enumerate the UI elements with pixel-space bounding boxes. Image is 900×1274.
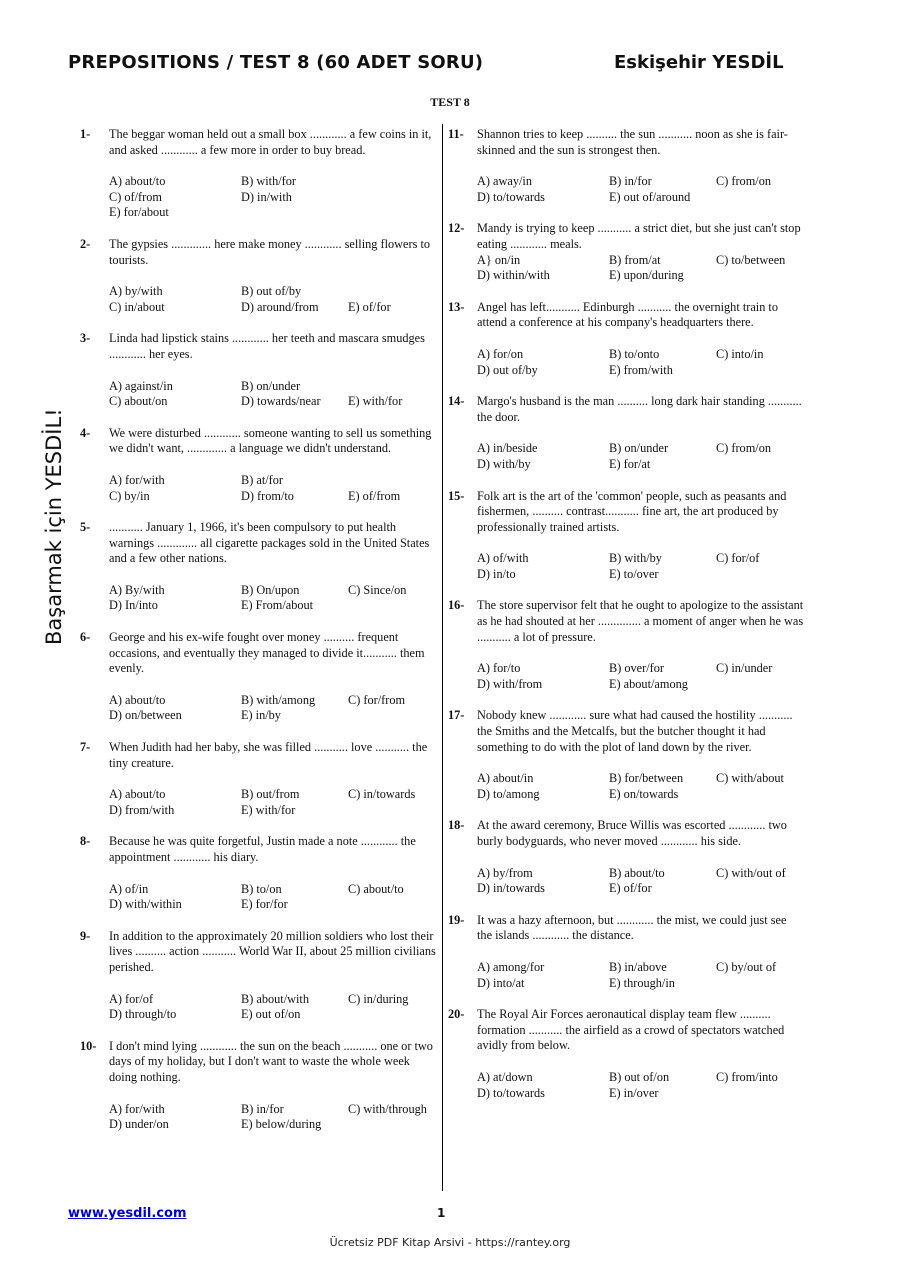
answer-option[interactable]: A) about/to xyxy=(109,787,166,802)
answer-option[interactable]: D) through/to xyxy=(109,1007,177,1022)
question-2 xyxy=(80,237,436,315)
answer-option[interactable]: D) to/towards xyxy=(477,1085,545,1100)
question-17 xyxy=(448,708,804,802)
question-12 xyxy=(448,221,804,283)
answer-option[interactable]: A) about/to xyxy=(109,692,166,707)
answer-option[interactable]: D) in/with xyxy=(241,189,292,204)
question-text: It was a hazy afternoon, but ............ the mist, we could just see the islands ............ the distance. xyxy=(477,912,787,943)
question-number: 16- xyxy=(448,598,465,613)
answer-option[interactable]: B) about/with xyxy=(241,991,309,1006)
answer-option[interactable]: D) with/by xyxy=(477,456,531,471)
question-number: 13- xyxy=(448,299,465,314)
answer-option[interactable]: C) with/through xyxy=(348,1101,427,1116)
answer-option[interactable]: E) for/about xyxy=(109,205,169,220)
answer-options xyxy=(477,661,804,692)
answer-option xyxy=(348,284,436,300)
answer-option xyxy=(716,677,804,693)
answer-option[interactable]: C) Since/on xyxy=(348,582,407,597)
answer-option[interactable]: C) by/in xyxy=(109,488,150,503)
answer-option[interactable]: B) in/for xyxy=(241,1101,284,1116)
brand-name: Eskişehir YESDİL xyxy=(614,52,784,73)
answer-options xyxy=(477,960,804,991)
answer-option[interactable]: B) about/to xyxy=(609,865,665,880)
answer-option[interactable]: E) in/by xyxy=(241,708,281,723)
answer-option[interactable]: A) for/to xyxy=(477,661,521,676)
answer-option[interactable]: D) to/towards xyxy=(477,189,545,204)
question-number: 10- xyxy=(80,1038,97,1053)
answer-option[interactable]: D) In/into xyxy=(109,598,158,613)
question-number: 12- xyxy=(448,221,465,236)
answer-option[interactable]: D) with/from xyxy=(477,676,543,691)
page-title: PREPOSITIONS / TEST 8 (60 ADET SORU) xyxy=(68,52,484,73)
answer-options xyxy=(477,347,804,378)
question-text: The beggar woman held out a small box ............ a few coins in it, and asked ............ a few more in order to buy bread. xyxy=(109,127,432,157)
answer-options xyxy=(109,284,436,315)
question-number: 14- xyxy=(448,394,465,409)
answer-option xyxy=(716,457,804,473)
question-number: 20- xyxy=(448,1007,465,1022)
question-text: In addition to the approximately 20 million soldiers who lost their lives .......... action ........... World War II, about 25 million civilians perished. xyxy=(109,928,436,974)
answer-option[interactable]: B) at/for xyxy=(241,472,284,487)
answer-option[interactable]: E) for/at xyxy=(609,456,651,471)
answer-option[interactable]: A) By/with xyxy=(109,582,165,597)
question-text: Folk art is the art of the 'common' people, such as peasants and fishermen, .......... contrast........... fine art, the art produced by professionally trained artists. xyxy=(477,488,787,534)
answer-option[interactable]: E) below/during xyxy=(241,1117,322,1132)
question-7 xyxy=(80,740,436,818)
answer-option[interactable]: A) at/down xyxy=(477,1069,533,1084)
answer-option[interactable]: D) within/with xyxy=(477,268,550,283)
answer-option[interactable]: C) for/of xyxy=(716,551,760,566)
question-9 xyxy=(80,929,436,1023)
answer-option[interactable]: D) under/on xyxy=(109,1117,169,1132)
question-15 xyxy=(448,489,804,583)
question-text: Linda had lipstick stains ............ her teeth and mascara smudges ............ her eyes. xyxy=(109,331,425,361)
answer-option[interactable]: D) towards/near xyxy=(241,394,321,409)
answer-option[interactable]: A) for/with xyxy=(109,472,165,487)
question-19 xyxy=(448,913,804,991)
answer-option[interactable]: D) from/with xyxy=(109,802,175,817)
answer-option[interactable]: C) in/under xyxy=(716,661,773,676)
answer-option[interactable]: E) From/about xyxy=(241,598,314,613)
answer-option[interactable]: B) on/under xyxy=(241,378,301,393)
answer-option xyxy=(348,190,436,206)
question-number: 17- xyxy=(448,708,465,723)
answer-option[interactable]: E) to/over xyxy=(609,566,659,581)
answer-option[interactable]: B) out of/on xyxy=(609,1069,670,1084)
answer-option xyxy=(348,1007,436,1023)
question-number: 6- xyxy=(80,630,91,645)
answer-options xyxy=(477,866,804,897)
answer-option[interactable]: C) about/on xyxy=(109,394,168,409)
answer-option[interactable]: B) On/upon xyxy=(241,582,300,597)
page-number: 1 xyxy=(437,1206,446,1220)
answer-option[interactable]: A) in/beside xyxy=(477,441,538,456)
answer-options xyxy=(477,174,804,205)
question-18 xyxy=(448,818,804,896)
question-4 xyxy=(80,426,436,504)
answer-option xyxy=(716,881,804,897)
answer-option[interactable]: C) into/in xyxy=(716,346,764,361)
answer-option xyxy=(716,190,804,206)
answer-option[interactable]: C) with/out of xyxy=(716,865,786,880)
answer-option[interactable]: D) out of/by xyxy=(477,362,538,377)
answer-option[interactable]: C) from/on xyxy=(716,441,771,456)
answer-option xyxy=(348,897,436,913)
question-11 xyxy=(448,127,804,205)
answer-option[interactable]: A) by/with xyxy=(109,284,163,299)
answer-option[interactable]: A) for/of xyxy=(109,991,154,1006)
answer-options xyxy=(109,473,436,504)
answer-option[interactable]: E) out of/around xyxy=(609,189,691,204)
answer-option[interactable]: E) out of/on xyxy=(241,1007,301,1022)
answer-option[interactable]: A) against/in xyxy=(109,378,173,393)
answer-option[interactable]: B) out/from xyxy=(241,787,300,802)
answer-option[interactable]: A) among/for xyxy=(477,959,545,974)
question-number: 8- xyxy=(80,834,91,849)
answer-options xyxy=(109,693,436,724)
answer-option xyxy=(716,1086,804,1102)
question-text: Because he was quite forgetful, Justin made a note ............ the appointment ............ his diary. xyxy=(109,834,416,864)
answer-option xyxy=(348,598,436,614)
answer-option xyxy=(348,708,436,724)
answer-options xyxy=(477,1070,804,1101)
question-10 xyxy=(80,1039,436,1133)
answer-option[interactable]: B) to/onto xyxy=(609,346,660,361)
answer-option[interactable]: A) for/with xyxy=(109,1101,165,1116)
question-20 xyxy=(448,1007,804,1101)
answer-option[interactable]: B) for/between xyxy=(609,771,684,786)
answer-option[interactable]: A} on/in xyxy=(477,252,521,267)
answer-option[interactable]: D) into/at xyxy=(477,975,525,990)
left-column xyxy=(80,127,436,1133)
answer-option[interactable]: E) in/over xyxy=(609,1085,659,1100)
answer-option[interactable]: B) with/by xyxy=(609,551,662,566)
question-text: Mandy is trying to keep ........... a strict diet, but she just can't stop eating ............ meals. xyxy=(477,221,801,251)
answer-option[interactable]: C) for/from xyxy=(348,692,406,707)
answer-option xyxy=(348,1117,436,1133)
answer-option[interactable]: B) with/among xyxy=(241,692,316,707)
right-column xyxy=(448,127,804,1101)
answer-options xyxy=(477,253,804,284)
answer-option[interactable]: E) from/with xyxy=(609,362,673,377)
question-text: Nobody knew ............ sure what had caused the hostility ........... the Smiths and the Metcalfs, but the butcher thought it had something to do with the plot of land down by the river. xyxy=(477,708,793,754)
answer-option[interactable]: C) in/about xyxy=(109,299,165,314)
question-text: I don't mind lying ............ the sun on the beach ........... one or two days of my holiday, but I don't want to waste the whole week doing nothing. xyxy=(109,1038,433,1084)
question-14 xyxy=(448,394,804,472)
question-text: The Royal Air Forces aeronautical display team flew .......... formation ........... the airfield as a crowd of spectators watched avidly from below. xyxy=(477,1007,785,1053)
question-text: When Judith had her baby, she was filled ........... love ........... the tiny creature. xyxy=(109,740,428,770)
answer-option[interactable]: E) on/towards xyxy=(609,786,679,801)
test-title: TEST 8 xyxy=(430,95,470,109)
answer-option[interactable]: C) about/to xyxy=(348,881,404,896)
answer-option xyxy=(716,268,804,284)
question-text: The gypsies ............. here make money ............ selling flowers to tourists. xyxy=(109,236,431,267)
answer-option[interactable]: B) from/at xyxy=(609,252,661,267)
question-text: At the award ceremony, Bruce Willis was escorted ............ two burly bodyguards, who never moved ............ his side. xyxy=(477,818,787,848)
answer-option[interactable]: B) out of/by xyxy=(241,284,302,299)
question-number: 1- xyxy=(80,127,91,141)
question-13 xyxy=(448,300,804,378)
side-slogan: Başarmak için YESDİL! xyxy=(42,408,66,645)
answer-option[interactable]: C) of/from xyxy=(109,189,162,204)
answer-option[interactable]: E) of/from xyxy=(348,488,401,503)
question-number: 7- xyxy=(80,740,91,755)
answer-option[interactable]: A) about/in xyxy=(477,771,534,786)
question-5 xyxy=(80,520,436,614)
answer-option[interactable]: C) by/out of xyxy=(716,959,777,974)
question-number: 18- xyxy=(448,818,465,833)
answer-option[interactable]: C) from/into xyxy=(716,1069,778,1084)
source-note: Ücretsiz PDF Kitap Arsivi - https://rantey.org xyxy=(329,1236,571,1249)
question-number: 2- xyxy=(80,236,91,251)
answer-option[interactable]: E) for/for xyxy=(241,897,288,912)
question-text: George and his ex-wife fought over money .......... frequent occasions, and eventually they managed to divide it........... them evenly. xyxy=(109,630,425,676)
answer-option xyxy=(348,803,436,819)
question-number: 9- xyxy=(80,928,91,943)
answer-option[interactable]: A) for/on xyxy=(477,346,524,361)
answer-options xyxy=(477,771,804,802)
answer-option xyxy=(716,363,804,379)
answer-option xyxy=(348,379,436,395)
answer-option[interactable]: E) with/for xyxy=(348,394,403,409)
question-number: 11- xyxy=(448,127,464,141)
answer-option[interactable]: D) around/from xyxy=(241,299,319,314)
question-text: We were disturbed ............ someone wanting to sell us something we didn't want, ............. a language we didn't understand. xyxy=(109,425,432,456)
answer-options xyxy=(109,787,436,818)
answer-option[interactable]: C) to/between xyxy=(716,252,786,267)
answer-option[interactable]: B) in/above xyxy=(609,959,667,974)
question-text: ........... January 1, 1966, it's been compulsory to put health warnings ............. all cigarette packages sold in the United States and a few other nations. xyxy=(109,520,430,566)
answer-options xyxy=(109,992,436,1023)
answer-option[interactable]: C) with/about xyxy=(716,771,784,786)
question-number: 4- xyxy=(80,425,91,440)
answer-option xyxy=(716,976,804,992)
answer-option[interactable]: A) of/with xyxy=(477,551,529,566)
answer-options xyxy=(477,441,804,472)
answer-option[interactable]: D) with/within xyxy=(109,897,182,912)
question-1 xyxy=(80,127,436,221)
question-text: Shannon tries to keep .......... the sun ........... noon as she is fair-skinned and the sun is strongest then. xyxy=(477,127,788,157)
question-3 xyxy=(80,331,436,409)
question-text: The store supervisor felt that he ought to apologize to the assistant as he had shouted at her .............. a moment of anger when he was ........... a lot of pressure. xyxy=(477,598,804,644)
question-number: 19- xyxy=(448,912,465,927)
answer-option[interactable]: D) to/among xyxy=(477,786,540,801)
question-number: 3- xyxy=(80,331,91,346)
question-text: Angel has left........... Edinburgh ........... the overnight train to attend a conference at his company's headquarters there. xyxy=(477,299,778,330)
answer-option[interactable]: D) from/to xyxy=(241,488,294,503)
answer-option[interactable]: E) with/for xyxy=(241,802,296,817)
answer-option[interactable]: D) in/to xyxy=(477,566,516,581)
answer-option[interactable]: D) on/between xyxy=(109,708,182,723)
answer-option[interactable]: B) with/for xyxy=(241,174,296,189)
question-16 xyxy=(448,598,804,692)
answer-option[interactable]: E) upon/during xyxy=(609,268,684,283)
answer-option[interactable]: A) of/in xyxy=(109,881,149,896)
question-6 xyxy=(80,630,436,724)
answer-option xyxy=(348,473,436,489)
answer-option[interactable]: D) in/towards xyxy=(477,881,545,896)
answer-options xyxy=(109,882,436,913)
answer-option[interactable]: B) on/under xyxy=(609,441,669,456)
answer-option[interactable]: E) through/in xyxy=(609,975,675,990)
answer-option[interactable]: B) over/for xyxy=(609,661,664,676)
answer-option[interactable]: B) in/for xyxy=(609,174,652,189)
website-link[interactable]: www.yesdil.com xyxy=(68,1206,187,1221)
answer-option[interactable]: B) to/on xyxy=(241,881,282,896)
column-divider xyxy=(442,124,443,1191)
answer-option[interactable]: C) in/during xyxy=(348,991,409,1006)
answer-options xyxy=(109,583,436,614)
answer-option xyxy=(348,174,436,190)
answer-option[interactable]: E) of/for xyxy=(348,299,391,314)
answer-options xyxy=(109,1102,436,1133)
answer-options xyxy=(109,174,436,221)
answer-option[interactable]: E) about/among xyxy=(609,676,688,691)
answer-options xyxy=(477,551,804,582)
answer-options xyxy=(109,379,436,410)
question-text: Margo's husband is the man .......... long dark hair standing ........... the door. xyxy=(477,394,802,424)
answer-option xyxy=(716,567,804,583)
answer-option[interactable]: E) of/for xyxy=(609,881,652,896)
question-number: 5- xyxy=(80,520,91,535)
question-8 xyxy=(80,834,436,912)
answer-option xyxy=(716,787,804,803)
answer-option[interactable]: C) from/on xyxy=(716,174,771,189)
answer-option[interactable]: A) by/from xyxy=(477,865,533,880)
answer-option[interactable]: A) away/in xyxy=(477,174,532,189)
answer-option[interactable]: C) in/towards xyxy=(348,787,416,802)
question-number: 15- xyxy=(448,488,465,503)
answer-option[interactable]: A) about/to xyxy=(109,174,166,189)
